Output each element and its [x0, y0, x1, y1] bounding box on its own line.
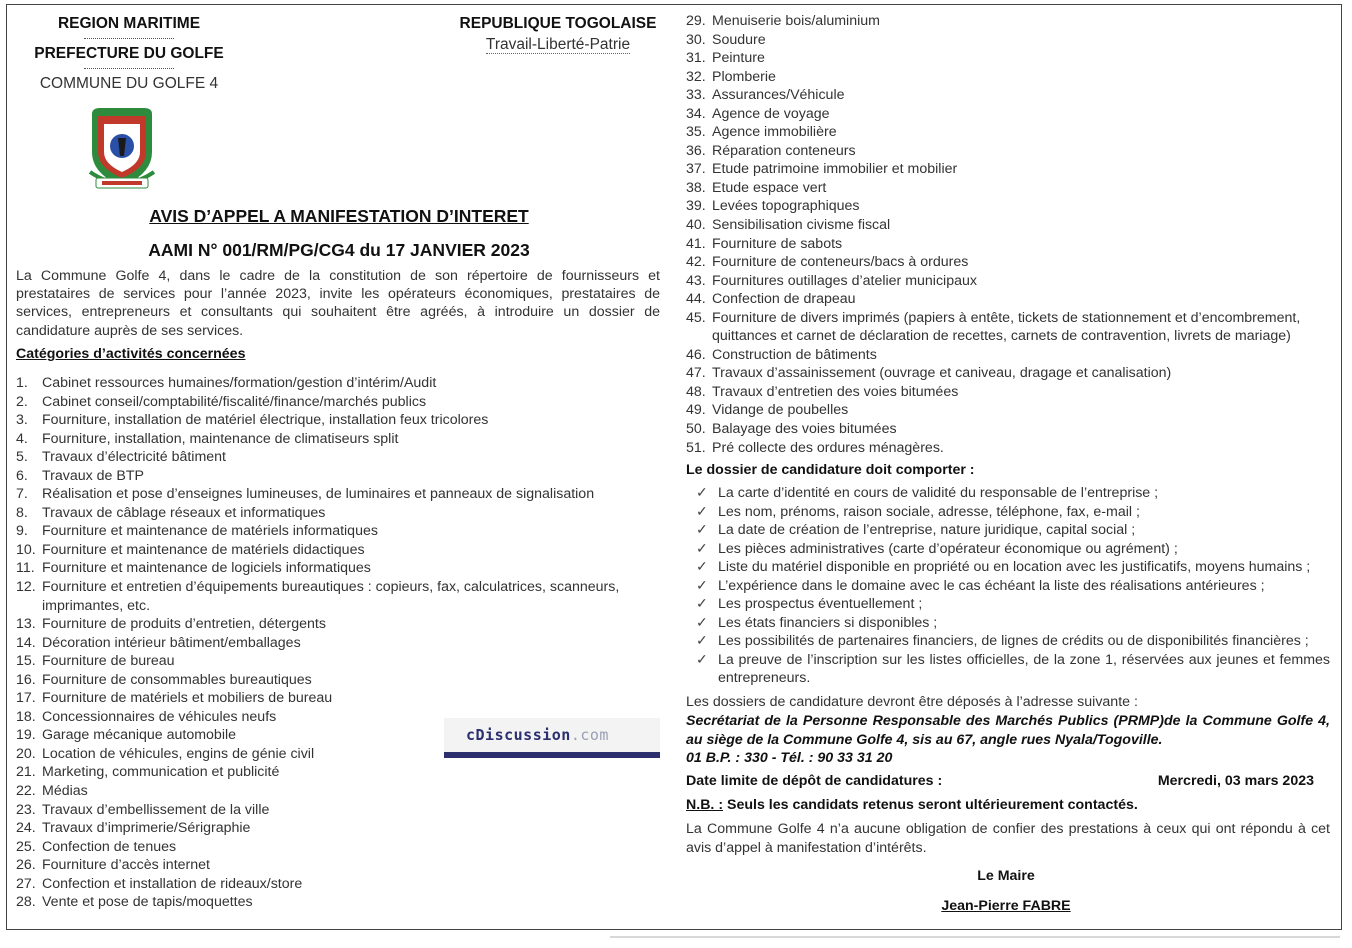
category-number: 22. [16, 783, 36, 800]
page-edge [610, 936, 1340, 938]
checkmark-icon: ✓ [696, 540, 708, 557]
category-item [16, 689, 662, 708]
dotted-separator [16, 34, 242, 44]
category-item [16, 374, 662, 393]
category-number: 50. [686, 421, 706, 438]
category-item [686, 401, 1334, 420]
category-number: 45. [686, 309, 706, 326]
category-label: Pré collecte des ordures ménagères. [712, 439, 944, 456]
category-label: Cabinet conseil/comptabilité/fiscalité/finance/marchés publics [42, 393, 427, 410]
category-item [16, 782, 662, 801]
category-number: 43. [686, 272, 706, 289]
category-number: 13. [16, 616, 36, 633]
checkmark-icon: ✓ [696, 522, 708, 539]
category-item [686, 383, 1334, 402]
notice-reference: AAMI N° 001/RM/PG/CG4 du 17 JANVIER 2023 [148, 240, 530, 260]
deadline-date: Mercredi, 03 mars 2023 [1157, 773, 1314, 789]
category-label: Réalisation et pose d’enseignes lumineuses, de luminaires et panneaux de signalisation [42, 486, 595, 503]
deposit-address: Secrétariat de la Personne Responsable des Marchés Publics (PRMP)de la Commune Golfe 4, au siège de la Commune Golfe 4, sis au 67, angle rues Nyala/Togoville. 01 B.P. : 330 - Tél. : 90 33 31 20 [686, 713, 1330, 767]
category-label: Confection de drapeau [712, 291, 856, 308]
category-item [16, 467, 662, 486]
watermark-bar [444, 752, 660, 758]
signatory-title: Le Maire [977, 868, 1035, 884]
deposit-intro: Les dossiers de candidature devront être déposés à l’adresse suivante : [686, 694, 1138, 710]
intro-paragraph: La Commune Golfe 4, dans le cadre de la constitution de son répertoire de fournisseurs et prestataires de services pour l’année 2023, invite les opérateurs économiques, prestataires de services, entrepreneurs et consultants qui souhaitent être agréés, à introduire un dossier de candidature auprès de ses services. [16, 268, 660, 339]
category-number: 38. [686, 179, 706, 196]
category-label: Cabinet ressources humaines/formation/gestion d’intérim/Audit [42, 375, 437, 391]
category-item [686, 364, 1334, 383]
category-number: 14. [16, 634, 36, 651]
category-label: Travaux d’électricité bâtiment [42, 449, 226, 466]
category-number: 31. [686, 50, 706, 67]
category-number: 30. [686, 31, 706, 48]
categories-list-right [686, 12, 1334, 457]
category-number: 12. [16, 579, 36, 596]
category-number: 16. [16, 671, 36, 688]
nb-label: N.B. : [686, 797, 724, 813]
dossier-item-label: Liste du matériel disponible en propriété ou en location avec les justificatifs, moyens humains ; [718, 559, 1311, 576]
category-number: 36. [686, 142, 706, 159]
category-number: 6. [16, 467, 28, 484]
category-label: Fourniture de sabots [712, 235, 843, 252]
category-number: 9. [16, 523, 28, 540]
prefecture-label: PREFECTURE DU GOLFE [34, 45, 224, 62]
dossier-item [696, 521, 1330, 540]
category-item [16, 801, 662, 820]
dossier-item-label: La carte d’identité en cours de validité du responsable de l’entreprise ; [718, 485, 1159, 501]
category-label: Travaux de BTP [42, 467, 144, 484]
category-label: Travaux d’imprimerie/Sérigraphie [42, 820, 251, 837]
category-number: 37. [686, 161, 706, 178]
header-right [446, 14, 670, 56]
nb-text: Seuls les candidats retenus seront ultérieurement contactés. [727, 797, 1138, 813]
dossier-heading: Le dossier de candidature doit comporter : [686, 462, 975, 478]
category-number: 29. [686, 13, 706, 29]
checkmark-icon: ✓ [696, 614, 708, 631]
category-item [16, 652, 662, 671]
category-item [686, 105, 1334, 124]
dossier-item [696, 503, 1330, 522]
category-label: Décoration intérieur bâtiment/emballages [42, 634, 301, 651]
category-label: Confection et installation de rideaux/store [42, 875, 303, 892]
category-label: Travaux de câblage réseaux et informatiques [42, 504, 326, 521]
checkmark-icon: ✓ [696, 651, 708, 668]
category-number: 39. [686, 198, 706, 215]
category-label: Travaux d’entretien des voies bitumées [712, 383, 959, 400]
category-label: Fourniture de produits d’entretien, détergents [42, 616, 326, 633]
category-number: 48. [686, 383, 706, 400]
category-number: 2. [16, 393, 28, 410]
category-label: Plomberie [712, 68, 776, 85]
category-item [16, 671, 662, 690]
checkmark-icon: ✓ [696, 633, 708, 650]
dossier-checklist [696, 484, 1330, 688]
category-item [686, 290, 1334, 309]
category-label: Agence de voyage [712, 105, 830, 122]
category-item [686, 49, 1334, 68]
category-item [686, 12, 1334, 31]
category-item [16, 875, 662, 894]
dossier-item [696, 540, 1330, 559]
country-label: REPUBLIQUE TOGOLAISE [459, 15, 657, 32]
category-number: 34. [686, 105, 706, 122]
category-number: 21. [16, 764, 36, 781]
category-label: Fourniture d’accès internet [42, 857, 210, 874]
category-item [16, 634, 662, 653]
deposit-contact: 01 B.P. : 330 - Tél. : 90 33 31 20 [686, 750, 893, 767]
category-number: 44. [686, 291, 706, 308]
category-label: Menuiserie bois/aluminium [712, 13, 880, 29]
category-label: Fourniture, installation de matériel électrique, installation feux tricolores [42, 412, 489, 429]
category-item [16, 448, 662, 467]
category-item [16, 856, 662, 875]
category-item [686, 197, 1334, 216]
category-item [16, 893, 662, 912]
watermark-logo [444, 718, 660, 758]
category-item [16, 393, 662, 412]
dossier-item-label: Les pièces administratives (carte d’opérateur économique ou agrément) ; [718, 540, 1178, 557]
category-label: Vidange de poubelles [712, 402, 849, 419]
category-label: Marketing, communication et publicité [42, 764, 280, 781]
category-item [16, 819, 662, 838]
category-number: 4. [16, 430, 28, 447]
dossier-item [696, 577, 1330, 596]
category-label: Concessionnaires de véhicules neufs [42, 708, 277, 725]
category-label: Fourniture de matériels et mobiliers de bureau [42, 690, 333, 707]
category-number: 24. [16, 820, 36, 837]
category-number: 49. [686, 402, 706, 419]
dossier-item-label: La preuve de l’inscription sur les listes officielles, de la zone 1, réservées aux jeunes et femmes entrepreneurs. [718, 651, 1330, 687]
category-number: 8. [16, 504, 28, 521]
category-item [686, 142, 1334, 161]
category-label: Garage mécanique automobile [42, 727, 237, 744]
dossier-item [696, 632, 1330, 651]
category-number: 40. [686, 217, 706, 234]
dossier-item [696, 651, 1330, 688]
category-item [16, 411, 662, 430]
category-label: Travaux d’embellissement de la ville [42, 801, 270, 818]
dossier-item-label: Les nom, prénoms, raison sociale, adresse, téléphone, fax, e-mail ; [718, 503, 1140, 520]
category-number: 15. [16, 653, 36, 670]
category-number: 20. [16, 745, 36, 762]
watermark-text: cDiscussion.com [466, 726, 609, 744]
categories-list-left [16, 374, 662, 912]
dossier-item-label: L’expérience dans le domaine avec le cas échéant la liste des réalisations antérieures ; [718, 577, 1265, 594]
category-item [686, 31, 1334, 50]
checkmark-icon: ✓ [696, 503, 708, 520]
category-label: Etude espace vert [712, 179, 827, 196]
category-label: Levées topographiques [712, 198, 860, 215]
category-label: Peinture [712, 50, 765, 67]
checkmark-icon: ✓ [696, 485, 708, 501]
category-label: Fournitures outillages d’atelier municipaux [712, 272, 977, 289]
header-left [16, 14, 242, 94]
category-number: 17. [16, 690, 36, 707]
category-number: 23. [16, 801, 36, 818]
category-label: Fourniture de divers imprimés (papiers à entête, tickets de stationnement et d’encombrement, quittances et carnet de déclaration de recettes, carnets de contravention, livrets de mariage) [712, 309, 1301, 345]
checkmark-icon: ✓ [696, 577, 708, 594]
category-number: 28. [16, 894, 36, 911]
category-number: 7. [16, 486, 28, 503]
category-number: 51. [686, 439, 706, 456]
dossier-item-label: Les prospectus éventuellement ; [718, 596, 923, 613]
category-label: Fourniture de bureau [42, 653, 175, 670]
category-item [16, 615, 662, 634]
category-label: Location de véhicules, engins de génie civil [42, 745, 315, 762]
notice-title: AVIS D’APPEL A MANIFESTATION D’INTERET [149, 206, 529, 226]
category-item [16, 838, 662, 857]
category-item [686, 235, 1334, 254]
category-label: Fourniture et maintenance de matériels didactiques [42, 541, 365, 558]
category-label: Construction de bâtiments [712, 346, 877, 363]
category-number: 33. [686, 87, 706, 104]
category-number: 1. [16, 375, 28, 391]
category-label: Soudure [712, 31, 766, 48]
category-number: 11. [16, 560, 35, 577]
categories-heading: Catégories d’activités concernées [16, 346, 246, 362]
category-number: 47. [686, 365, 706, 382]
category-label: Sensibilisation civisme fiscal [712, 217, 891, 234]
category-label: Balayage des voies bitumées [712, 421, 897, 438]
category-label: Agence immobilière [712, 124, 837, 141]
dossier-item [696, 558, 1330, 577]
category-label: Assurances/Véhicule [712, 87, 845, 104]
category-label: Confection de tenues [42, 838, 177, 855]
category-item [16, 485, 662, 504]
category-item [16, 763, 662, 782]
dossier-item [696, 484, 1330, 503]
dossier-item [696, 595, 1330, 614]
category-number: 41. [686, 235, 706, 252]
category-item [686, 253, 1334, 272]
deadline-label: Date limite de dépôt de candidatures : [686, 773, 943, 789]
category-item [686, 216, 1334, 235]
category-label: Fourniture, installation, maintenance de climatiseurs split [42, 430, 399, 447]
category-number: 42. [686, 254, 706, 271]
category-label: Médias [42, 783, 88, 800]
region-label: REGION MARITIME [57, 15, 201, 32]
category-item [16, 578, 662, 615]
category-number: 46. [686, 346, 706, 363]
category-label: Réparation conteneurs [712, 142, 856, 159]
category-number: 25. [16, 838, 36, 855]
category-item [16, 522, 662, 541]
category-number: 10. [16, 541, 36, 558]
checkmark-icon: ✓ [696, 559, 708, 576]
category-number: 27. [16, 875, 36, 892]
category-item [686, 160, 1334, 179]
category-number: 5. [16, 449, 28, 466]
category-label: Travaux d’assainissement (ouvrage et caniveau, dragage et canalisation) [712, 365, 1172, 382]
dossier-item-label: Les possibilités de partenaires financiers, de lignes de crédits ou de disponibilités financières ; [718, 633, 1309, 650]
dotted-separator [16, 64, 242, 74]
signatory-name: Jean-Pierre FABRE [941, 898, 1071, 914]
nb-note [686, 797, 1138, 813]
category-number: 3. [16, 412, 28, 429]
category-label: Fourniture et maintenance de matériels informatiques [42, 523, 378, 540]
category-item [16, 504, 662, 523]
category-item [16, 541, 662, 560]
dossier-item-label: La date de création de l’entreprise, nature juridique, capital social ; [718, 522, 1136, 539]
category-item [686, 86, 1334, 105]
dossier-item [696, 614, 1330, 633]
category-number: 18. [16, 708, 36, 725]
closing-paragraph: La Commune Golfe 4 n’a aucune obligation de confier des prestations à ceux qui ont répondu à cet avis d’appel à manifestation d’intérêts. [686, 821, 1330, 856]
category-label: Fourniture et entretien d’équipements bureautiques : copieurs, fax, calculatrices, scanneurs, imprimantes, etc. [42, 579, 620, 614]
category-item [16, 430, 662, 449]
deadline-row [686, 773, 1314, 789]
category-item [686, 420, 1334, 439]
dossier-item-label: Les états financiers si disponibles ; [718, 614, 938, 631]
category-item [686, 68, 1334, 87]
category-item [16, 559, 662, 578]
category-item [686, 346, 1334, 365]
category-number: 19. [16, 727, 36, 744]
category-label: Fourniture de conteneurs/bacs à ordures [712, 254, 969, 271]
category-number: 32. [686, 68, 706, 85]
category-label: Etude patrimoine immobilier et mobilier [712, 161, 958, 178]
commune-label: COMMUNE DU GOLFE 4 [39, 75, 219, 92]
category-label: Fourniture de consommables bureautiques [42, 671, 312, 688]
category-item [686, 439, 1334, 458]
category-item [686, 272, 1334, 291]
category-item [686, 309, 1334, 346]
motto-label: Travail-Liberté-Patrie [485, 36, 631, 53]
category-item [686, 179, 1334, 198]
checkmark-icon: ✓ [696, 596, 708, 613]
category-number: 35. [686, 124, 706, 141]
category-label: Vente et pose de tapis/moquettes [42, 894, 253, 911]
commune-seal-icon [82, 102, 162, 192]
category-number: 26. [16, 857, 36, 874]
category-item [686, 123, 1334, 142]
category-label: Fourniture et maintenance de logiciels informatiques [42, 560, 371, 577]
